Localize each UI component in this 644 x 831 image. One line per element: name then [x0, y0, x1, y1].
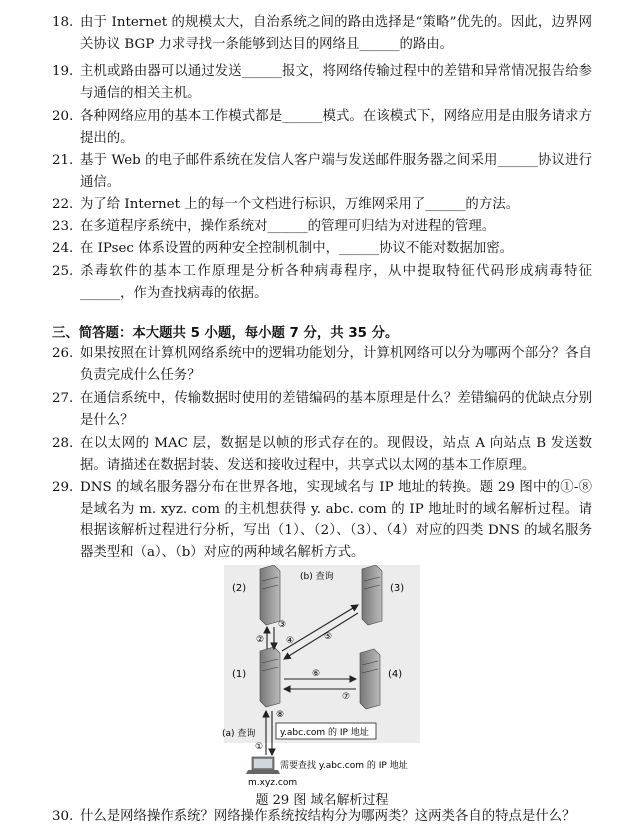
server-1-icon [260, 647, 280, 707]
server-label-2: (2) [232, 583, 247, 594]
server-label-1: (1) [232, 669, 247, 680]
host-name: m.xyz.com [248, 778, 298, 787]
question-text: 主机或路由器可以通过发送______报文，将网络传输过程中的差错和异常情况报告给参与通信的相关主机。 [80, 64, 592, 101]
question-30 [52, 806, 592, 828]
question-23 [52, 216, 592, 238]
question-28 [52, 433, 592, 476]
question-number: 26. [52, 346, 74, 361]
step-label-1: ① [255, 742, 264, 752]
question-text: 基于 Web 的电子邮件系统在发信人客户端与发送邮件服务器之间采用______协议进行通信。 [80, 153, 592, 190]
question-number: 30. [52, 809, 74, 824]
question-19 [52, 61, 592, 104]
server-3-icon [362, 565, 382, 625]
server-2-icon [260, 565, 280, 625]
question-number: 20. [52, 109, 74, 124]
step-label-2: ② [256, 635, 265, 645]
label-a-query: (a) 查询 [222, 729, 256, 739]
step-label-5: ⑤ [324, 632, 333, 642]
question-24 [52, 238, 592, 260]
question-text: DNS 的域名服务器分布在世界各地，实现域名与 IP 地址的转换。题 29 图中的①-⑧是域名为 m. xyz. com 的主机想获得 y. abc. com 的 IP 地址时的域名解析过程。请根据该解析过程进行分析，写出（1）、（2）、（3）、（4）对应的四类 DNS 的域名服务器类型和（a）、（b）对应的两种域名解析方式。 [80, 480, 592, 560]
question-number: 25. [52, 264, 74, 279]
question-21 [52, 150, 592, 193]
answer-box-text: y.abc.com 的 IP 地址 [280, 728, 369, 738]
question-26 [52, 343, 592, 386]
question-22 [52, 194, 592, 216]
dns-diagram [222, 565, 422, 787]
request-text: 需要查找 y.abc.com 的 IP 地址 [280, 761, 408, 771]
question-25 [52, 261, 592, 304]
question-number: 18. [52, 15, 74, 30]
question-text: 什么是网络操作系统？网络操作系统按结构分为哪两类？这两类各自的特点是什么？ [80, 809, 576, 824]
client-computer-icon [246, 757, 280, 774]
question-text: 如果按照在计算机网络系统中的逻辑功能划分，计算机网络可以分为哪两个部分？各自负责完成什么任务？ [80, 346, 592, 383]
step-label-8: ⑧ [276, 710, 285, 720]
question-text: 在以太网的 MAC 层，数据是以帧的形式存在的。现假设，站点 A 向站点 B 发送数据。请描述在数据封装、发送和接收过程中，共享式以太网的基本工作原理。 [80, 436, 592, 473]
question-number: 22. [52, 197, 74, 212]
question-text: 各种网络应用的基本工作模式都是______模式。在该模式下，网络应用是由服务请求方提出的。 [80, 109, 592, 146]
question-number: 21. [52, 153, 74, 168]
label-b-query: (b) 查询 [300, 572, 334, 582]
question-number: 23. [52, 219, 74, 234]
question-29 [52, 477, 592, 563]
question-number: 19. [52, 64, 74, 79]
server-4-icon [360, 649, 380, 709]
step-label-6: ⑥ [312, 669, 321, 679]
question-text: 由于 Internet 的规模太大，自治系统之间的路由选择是“策略”优先的。因此，边界网关协议 BGP 力求寻找一条能够到达目的网络且______的路由。 [80, 15, 592, 52]
question-20 [52, 106, 592, 149]
section-title: 三、简答题：本大题共 5 小题，每小题 7 分，共 35 分。 [52, 326, 399, 341]
step-label-7: ⑦ [342, 692, 351, 702]
dns-resolution-figure [222, 565, 422, 787]
question-text: 在 IPsec 体系设置的两种安全控制机制中，______协议不能对数据加密。 [80, 241, 514, 256]
question-number: 29. [52, 480, 74, 495]
question-text: 为了给 Internet 上的每一个文档进行标识，万维网采用了______的方法。 [80, 197, 519, 212]
step-label-4: ④ [286, 636, 295, 646]
server-label-4: (4) [388, 669, 403, 680]
question-text: 杀毒软件的基本工作原理是分析各种病毒程序，从中提取特征代码形成病毒特征______，作为查找病毒的依据。 [80, 264, 592, 301]
question-text: 在多道程序系统中，操作系统对______的管理可归结为对进程的管理。 [80, 219, 496, 234]
server-label-3: (3) [390, 583, 405, 594]
question-18 [52, 12, 592, 55]
question-number: 24. [52, 241, 74, 256]
step-label-3: ③ [278, 620, 287, 630]
question-text: 在通信系统中，传输数据时使用的差错编码的基本原理是什么？差错编码的优缺点分别是什么？ [80, 391, 592, 428]
figure-caption: 题 29 图 域名解析过程 [255, 793, 389, 808]
question-27 [52, 388, 592, 431]
question-number: 28. [52, 436, 74, 451]
question-number: 27. [52, 391, 74, 406]
